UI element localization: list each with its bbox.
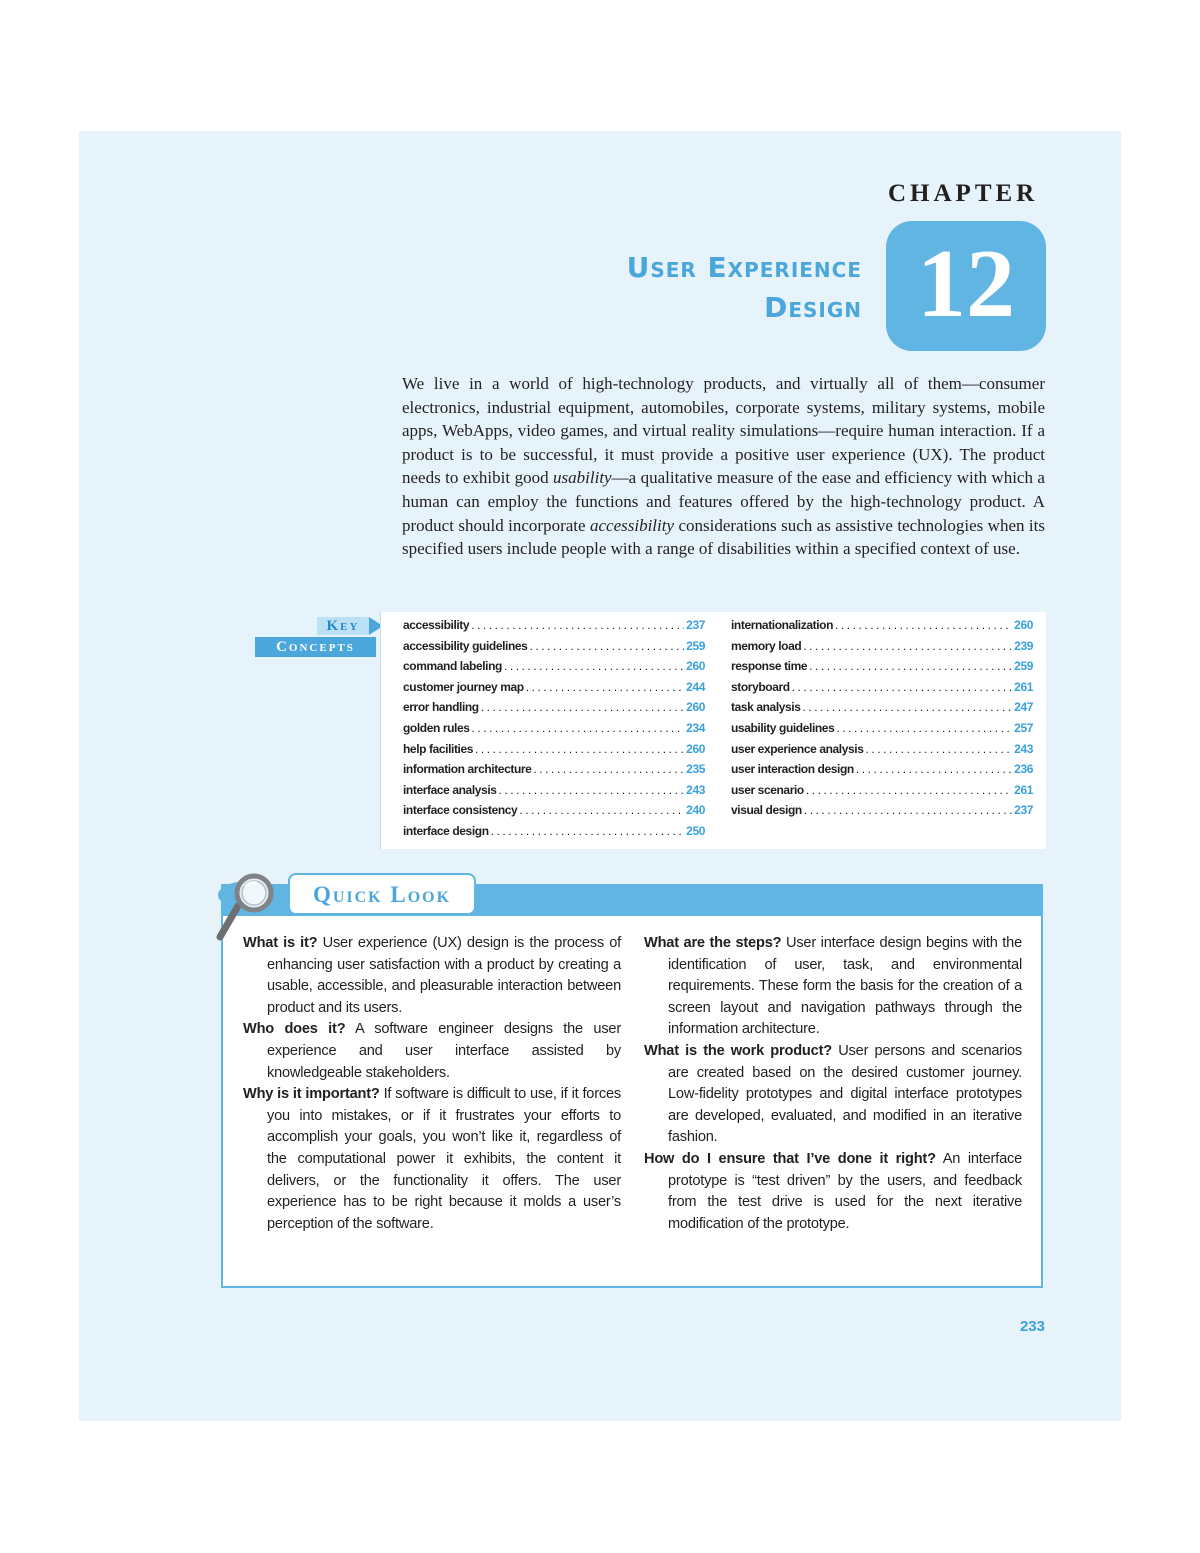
quick-look-question: What are the steps? (644, 935, 782, 951)
dot-leader (803, 639, 1012, 653)
key-concept-term: task analysis (731, 700, 801, 715)
key-concept-term: user interaction design (731, 762, 854, 777)
dot-leader (533, 762, 684, 776)
key-concept-entry (731, 659, 1033, 680)
key-concepts-column-left (403, 618, 705, 845)
key-concept-entry (731, 618, 1033, 639)
key-concept-entry (403, 700, 705, 721)
key-concept-page-link[interactable]: 259 (686, 638, 705, 653)
key-concept-page-link[interactable]: 236 (1014, 762, 1033, 777)
key-concept-entry (403, 783, 705, 804)
dot-leader (499, 783, 685, 797)
dot-leader (491, 824, 685, 838)
quick-look-title-tab (288, 873, 476, 915)
key-concept-page-link[interactable]: 234 (686, 720, 705, 735)
key-concept-term: information architecture (403, 762, 532, 777)
key-concept-entry (403, 762, 705, 783)
intro-emphasis-accessibility: accessibility (589, 515, 675, 535)
dot-leader (472, 721, 685, 735)
concepts-label: Concepts (255, 637, 376, 657)
chapter-title (627, 248, 862, 328)
key-concept-page-link[interactable]: 237 (686, 618, 705, 632)
key-concept-term: interface design (403, 823, 489, 838)
key-concept-term: user scenario (731, 782, 804, 797)
key-concept-entry (403, 659, 705, 680)
chapter-title-line2: Design (764, 291, 862, 324)
key-concept-page-link[interactable]: 243 (686, 782, 705, 797)
key-concept-page-link[interactable]: 247 (1014, 700, 1033, 715)
key-concept-page-link[interactable]: 259 (1014, 659, 1033, 674)
quick-look-item (644, 1149, 1022, 1235)
page-number: 233 (1019, 1318, 1045, 1335)
quick-look-item (243, 1084, 621, 1235)
quick-look-answer: User persons and scenarios are created based on the desired customer journey. Low-fidelity prototypes and digital interface prototypes are developed, evaluated, and modified in an iterative fashion. (668, 1042, 1022, 1146)
key-concept-term: interface consistency (403, 803, 518, 818)
dot-leader (504, 659, 684, 673)
quick-look-question: How do I ensure that I’ve done it right? (644, 1150, 936, 1167)
key-concepts-badge (255, 617, 385, 661)
chapter-label: CHAPTER (888, 180, 1039, 207)
dot-leader (809, 659, 1012, 673)
key-concept-entry (731, 680, 1033, 701)
quick-look-column-left (243, 933, 621, 1235)
key-concept-entry (403, 803, 705, 824)
key-concept-page-link[interactable]: 240 (686, 803, 705, 818)
dot-leader (529, 639, 684, 653)
key-concept-page-link[interactable]: 237 (1014, 803, 1033, 818)
key-concept-page-link[interactable]: 250 (686, 823, 705, 838)
key-concept-entry (403, 618, 705, 639)
key-concept-page-link[interactable]: 235 (686, 762, 705, 777)
quick-look-item (243, 933, 621, 1019)
key-concept-entry (731, 783, 1033, 804)
key-concepts-column-right (731, 618, 1033, 824)
intro-text-2: —a qualitative measure of the ease and efficiency with which a human can employ the functions and features offered by the high-technology product. A product should incorporate (402, 468, 1045, 535)
key-concept-entry (731, 762, 1033, 783)
chapter-number-badge (886, 221, 1046, 351)
quick-look-item (644, 1041, 1022, 1149)
key-concept-page-link[interactable]: 260 (1014, 618, 1033, 632)
key-concept-entry (731, 742, 1033, 763)
key-concept-entry (731, 721, 1033, 742)
key-concept-page-link[interactable]: 261 (1014, 679, 1033, 694)
quick-look-question: What is it? (243, 935, 318, 951)
dot-leader (856, 762, 1012, 776)
dot-leader (803, 700, 1013, 714)
key-concept-entry (731, 803, 1033, 824)
key-concept-entry (731, 700, 1033, 721)
quick-look-question: What is the work product? (644, 1042, 832, 1059)
quick-look-title: Quick Look (312, 882, 452, 907)
quick-look-answer: User experience (UX) design is the process of enhancing user satisfaction with a product by creating a usable, accessible, and pleasurable interaction between product and its users. (267, 935, 621, 1016)
dot-leader (836, 721, 1012, 735)
key-concept-page-link[interactable]: 260 (686, 741, 705, 756)
key-concept-entry (403, 639, 705, 660)
key-concept-term: golden rules (403, 720, 470, 735)
key-concept-term: memory load (731, 638, 802, 653)
dot-leader (806, 783, 1012, 797)
quick-look-column-right (644, 933, 1022, 1235)
dot-leader (835, 618, 1012, 632)
dot-leader (471, 618, 684, 632)
quick-look-item (644, 933, 1022, 1041)
key-concept-term: help facilities (403, 741, 474, 756)
dot-leader (526, 680, 684, 694)
key-concept-entry (403, 721, 705, 742)
key-label: Key (317, 617, 369, 635)
key-concept-term: accessibility (403, 618, 470, 632)
key-concept-term: customer journey map (403, 679, 524, 694)
dot-leader (481, 700, 684, 714)
key-concept-page-link[interactable]: 244 (686, 679, 705, 694)
quick-look-item (243, 1019, 621, 1084)
chapter-number: 12 (917, 230, 1015, 338)
quick-look-answer: If software is difficult to use, if it forces you into mistakes, or if it frustrates your efforts to accomplish your goals, you won’t like it, regardless of the computational power it exhibits, the content it delivers, or the functionality it offers. The user experience has to be right because it molds a user’s perception of the software. (267, 1086, 621, 1232)
intro-emphasis-usability: usability (553, 468, 612, 488)
key-concept-term: accessibility guidelines (403, 638, 528, 653)
chapter-title-line1: User Experience (626, 251, 862, 284)
key-concept-term: error handling (403, 700, 479, 715)
key-concept-term: storyboard (731, 679, 790, 694)
quick-look-answer: A software engineer designs the user experience and user interface assisted by knowledgeable stakeholders. (267, 1021, 621, 1081)
intro-text-3: considerations such as assistive technologies when its specified users include people with a range of disabilities within a specified context of use. (402, 515, 1045, 559)
key-concept-term: interface analysis (403, 782, 497, 797)
key-concept-entry (403, 680, 705, 701)
key-concept-entry (403, 742, 705, 763)
dot-leader (475, 742, 684, 756)
dot-leader (792, 680, 1012, 694)
key-concept-term: visual design (731, 803, 802, 818)
key-concept-term: usability guidelines (731, 720, 835, 735)
dot-leader (866, 742, 1013, 756)
key-concepts-index (380, 612, 1046, 849)
key-concept-page-link[interactable]: 261 (1014, 782, 1033, 797)
key-concept-entry (403, 824, 705, 845)
dot-leader (519, 803, 684, 817)
quick-look-question: Why is it important? (243, 1086, 380, 1103)
intro-paragraph (402, 372, 1045, 561)
key-concept-page-link[interactable]: 239 (1014, 638, 1033, 653)
quick-look-answer: An interface prototype is “test driven” by the users, and feedback from the test drive is used for the next iterative modification of the prototype. (668, 1150, 1022, 1232)
quick-look-answer: User interface design begins with the identification of user, task, and environmental requirements. These form the basis for the creation of a screen layout and navigation pathways through the information architecture. (668, 935, 1022, 1038)
key-concept-entry (731, 639, 1033, 660)
dot-leader (804, 803, 1012, 817)
key-concept-page-link[interactable]: 257 (1014, 720, 1033, 735)
key-concept-page-link[interactable]: 243 (1014, 741, 1033, 756)
quick-look-question: Who does it? (243, 1021, 346, 1038)
key-concept-term: response time (731, 659, 808, 674)
key-concept-page-link[interactable]: 260 (686, 659, 705, 674)
key-concept-term: internationalization (731, 618, 834, 632)
key-concept-page-link[interactable]: 260 (686, 700, 705, 715)
key-concept-term: command labeling (403, 659, 502, 674)
key-concept-term: user experience analysis (731, 741, 864, 756)
intro-text-1: We live in a world of high-technology products, and virtually all of them—consumer electronics, industrial equipment, automobiles, corporate systems, military systems, mobile apps, WebApps, video games, and virtual reality simulations—require human interaction. If a product is to be successful, it must provide a positive user experience (UX). The product needs to exhibit good (402, 374, 1045, 488)
